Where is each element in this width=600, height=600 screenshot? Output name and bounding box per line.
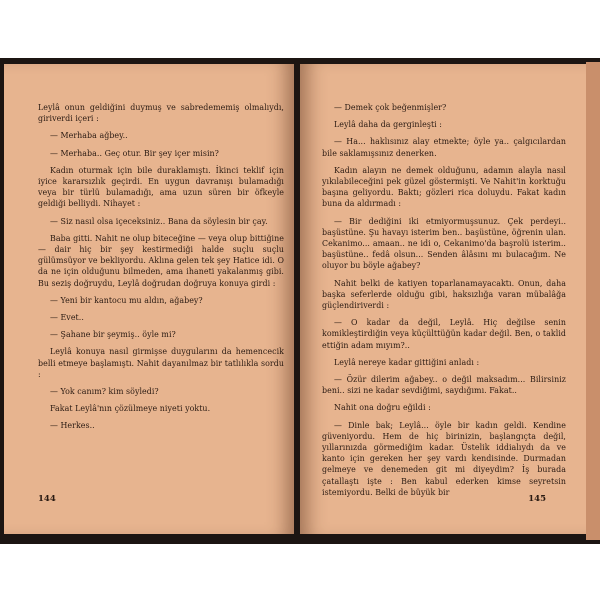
paragraph: Kadın alayın ne demek olduğunu, adamın alayla nasıl yıkılabileceğini pek güzel göstermişti. Ve Nahit'in korktuğu başına geliyordu. Baktı; gözleri rica doluydu. Fakat kadın buna da aldırmadı : <box>322 165 566 209</box>
paragraph: Leylâ daha da gerginleşti : <box>334 120 443 130</box>
paragraph: Leylâ konuya nasıl girmişse duygularını da hemencecik belli etmeye başlamıştı. Nahit dayanılmaz bir tatlılıkla sordu : <box>38 347 284 379</box>
dialogue-line: — Yok canım? kim söyledi? <box>50 387 159 397</box>
dialogue-line: — Merhaba ağbey.. <box>50 131 128 141</box>
paragraph: Leylâ nereye kadar gittiğini anladı : <box>334 357 480 367</box>
dialogue-line: — O kadar da değil, Leylâ. Hiç değilse senin komikleştirdiğin veya küçülttüğün kadar değil. Ben, o taklid ettiğin adam mıyım?.. <box>322 318 566 350</box>
dialogue-line: — Şahane bir şeymiş.. öyle mi? <box>50 330 176 340</box>
right-page <box>300 64 586 534</box>
dialogue-line: — Bir dediğini iki etmiyormuşsunuz. Çek perdeyi.. başüstüne. Şu havayı isterim ben.. başüstüne, öğrenin ulan. Cekanimo... amaan.. ne idi o, Cekanimo'da başrolü isterim.. başüstüne.. fedâ olsun... Senden âlâsını mı bulacağım. Ne oluyor bu böyle ağabey? <box>322 216 566 271</box>
paragraph: Baba gitti. Nahit ne olup biteceğine — veya olup bittiğine — dair hiç bir şey kestirmediği halde suçlu suçlu gülümsüyor ve bekliyordu. Aklına gelen tek şey Hatice idi. O da ne için olduğunu bilmeden, ama ihaneti yakalanmış gibi. Bu seziş doğruydu, Leylâ doğrudan doğruya konuya girdi : <box>38 233 284 288</box>
paragraph: Nahit belki de katiyen toparlanamayacaktı. Onun, daha başka seferlerde olduğu gibi, haksızlığa varan mübalâğa güçlendiriverdi : <box>322 278 566 311</box>
paragraph: Leylâ onun geldiğini duymuş ve sabredememiş olmalıydı, giriverdi içeri : <box>38 103 284 124</box>
paragraph: Nahit ona doğru eğildi : <box>334 403 431 413</box>
dialogue-line: — Evet.. <box>50 313 84 323</box>
dialogue-line: — Dinle bak; Leylâ... öyle bir kadın geldi. Kendine güveniyordu. Hem de hiç birinizin, başlangıçta değil, yıllarınızda görmediğim kadar. Üstelik iddialıydı da ve kanto için gereken her şey vardı kendisinde. Durmadan gelmeye ve denemeden git mi diyeydim? İş burada çatallaştı işte : Ben kabul ederken kimse seyretsin istemiyordu. Belki de büyük bir <box>322 420 566 497</box>
dialogue-line: — Herkes.. <box>50 421 95 431</box>
page-number: 145 <box>528 494 546 504</box>
dialogue-line: — Merhaba.. Geç otur. Bir şey içer misin? <box>50 148 219 158</box>
left-page-text <box>38 102 284 432</box>
page-number: 144 <box>38 494 56 504</box>
left-page <box>4 64 294 534</box>
page-edge <box>586 62 600 540</box>
dialogue-line: — Ha... haklısınız alay etmekte; öyle ya.. çalgıcılardan bile saklamışsınız denerken. <box>322 137 566 158</box>
dialogue-line: — Yeni bir kantocu mu aldın, ağabey? <box>50 295 203 305</box>
paragraph: Kadın oturmak için bile duraklamıştı. İkinci teklif için iyice kararsızlık geçirdi. En uygun davranışı bulamadığı veya bir türlü bulamadığı, ama uzun süren bir öfkeyle geldiği belliydi. Nihayet : <box>38 165 284 209</box>
dialogue-line: — Siz nasıl olsa içeceksiniz.. Bana da söylesin bir çay. <box>50 216 268 226</box>
dialogue-line: — Özür dilerim ağabey.. o değil maksadım... Bilirsiniz beni.. sizi ne kadar sevdiğimi, saydığımı. Fakat.. <box>322 375 566 396</box>
paragraph: Fakat Leylâ'nın çözülmeye niyeti yoktu. <box>50 404 211 414</box>
book-spread <box>0 58 600 544</box>
dialogue-line: — Demek çok beğenmişler? <box>334 103 447 112</box>
right-page-text <box>322 102 566 498</box>
